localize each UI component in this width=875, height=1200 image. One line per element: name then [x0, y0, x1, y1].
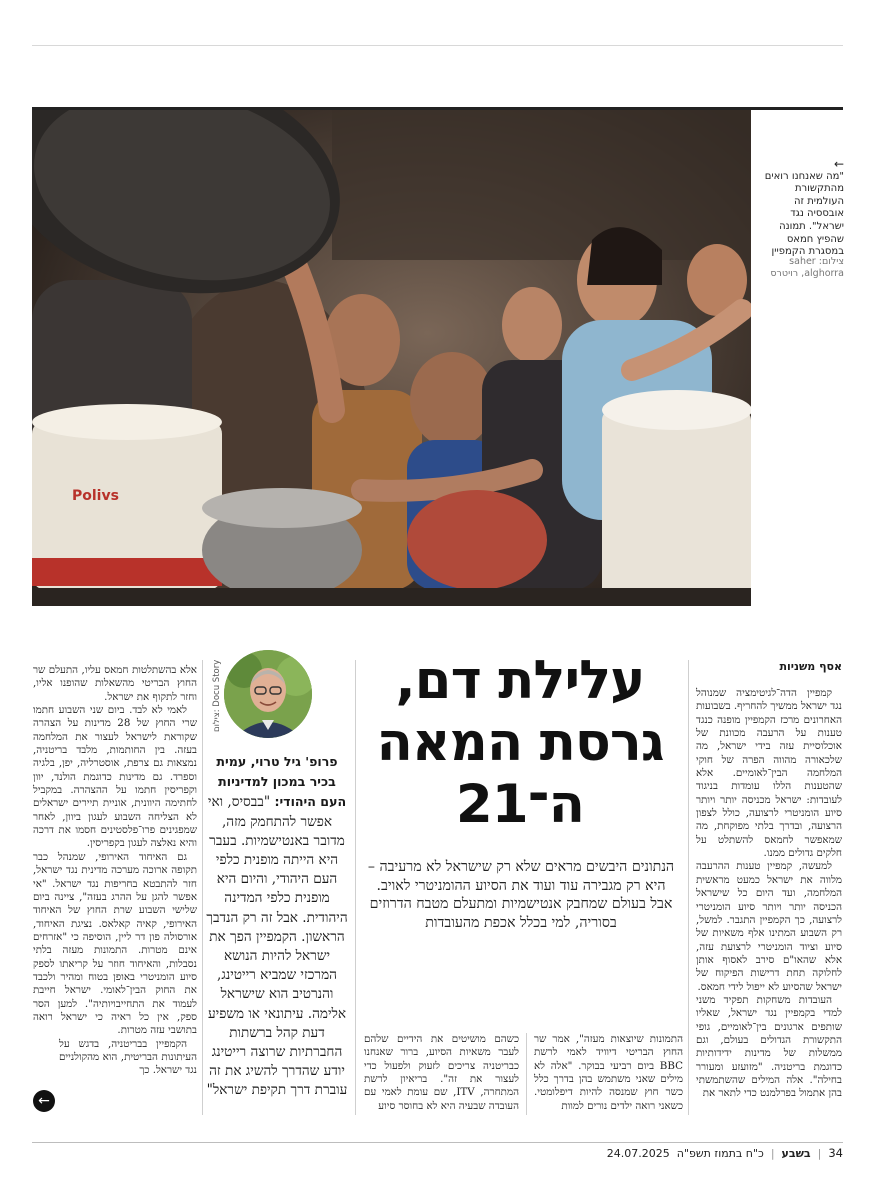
paragraph: גם האיחוד האירופי, שמנהל כבר תקופה ארוכה מערכה מדינית נגד ישראל, חזר להתבטא בחריפות נגד ישראל. "אי אפשר להגן על ההרג בעזה", ציינה ביום שלישי השבוע שרת החוץ של האיחוד האירופי, קאיה קאלאס. נציגת האיחוד, אורסולה פון דר ליין, הוסיפה כי "אזרחים אינם מטרות. התמונות מעזה בלתי נסבלות, והאיחוד חוזר על קריאתו לספק סיוע הומניטרי באופן בטוח ומהיר ולכבד את החוק הבין־לאומי. ישראל חייבת לעמוד את התחייבויותיה". למען הסר ספק, אין כל ראיה כי ישראל רואה בתושבי עזה מטרות.: [33, 850, 197, 1037]
bucket-label: Polivs: [72, 488, 119, 504]
headline-line-2: גרסת המאה: [376, 712, 664, 773]
paragraph: העובדות משחקות תפקיד משני למדי בקמפיין נגד ישראל, שאליו שותפים ארגונים בין־לאומיים, גופי התקשורת הגדולים בעולם, וגם ממשלות של מדינות ידידותיות כדוגמת בריטניה. "מזועזע ומעורר בחילה". אלה המילים שהשתמשתי בהן אתמול בפרלמנט כדי לתאר את: [696, 993, 842, 1100]
paragraph: לאמי לא לבד. ביום שני השבוע חתמו שרי החוץ של 28 מדינות על הצהרה שקוראת לישראל לעצור את המלחמה בעזה. בין החותמות, מלבד בריטניה, נמצאות גם צרפת, אוסטרליה, יפן, בלגיה וספרד. גם מדינות כדוגמת הולנד, יוון וקפריסין חתמו על ההצהרה. במקביל לחתימה היוונית, אוניית תיירים ישראלים לא הצליחה השבוע לעגון ביוון, לאחר שמפגינים פרו־פלסטינים חסמו את דרכה והיא נאלצה לעגון בקפריסין.: [33, 704, 197, 850]
portrait-credit: צילום: Docu Story: [212, 659, 222, 732]
body-column-center-right: [534, 1033, 683, 1115]
column-divider: [526, 1033, 527, 1115]
page-footer: [607, 1146, 843, 1160]
paragraph: למעשה, קמפיין טענות ההרעבה מלווה את ישראל כמעט מראשית המלחמה, ועד היום כל שישראל הכניסה יותר ויותר סיוע הומניטרי לרצועה, כך הקמפיין התגבר. למשל, רק השבוע המתינו אלף משאיות של סיוע וציוד הומניטרי לרצועת עזה, אלא שהאו"ם סירב לאסוף אותן לחלוקה תחת דרישות הפיקוח של ישראל שהסיוע לא ייפול לידי חמאס.: [696, 860, 842, 993]
paragraph: התמונות שיוצאות מעזה", אמר שר החוץ הבריטי דיוויד לאמי לרשת BBC ביום רביעי בבוקר. "אלה לא מילים שאני משתמש בהן בדרך כלל כשר חוץ שמנסה להיות דיפלומטי. כשאני רואה ילדים נורים למוות: [534, 1033, 683, 1112]
column-divider: [688, 660, 689, 1115]
quote-author: פרופ' גיל טרוי, עמית בכיר במכון למדיניות העם היהודי:: [216, 754, 347, 810]
article-author: אסף משניות: [779, 660, 842, 673]
photo-caption: [762, 158, 844, 259]
photo-caption-text: "מה שאנחנו רואים מהתקשורת העולמית זה אובססיה נגד ישראל". תמונה שהפיץ חמאס במסגרת הקמפיין: [764, 170, 844, 258]
photo-credit: צילום: saher alghorra, רויטרס: [770, 256, 844, 279]
hebrew-date: כ"ח בתמוז תשפ"ה: [676, 1146, 764, 1160]
bottom-rule: [32, 1142, 843, 1143]
headline-line-1: עלילת דם,: [395, 650, 645, 711]
footer-separator: |: [817, 1146, 822, 1160]
caption-arrow-icon: ←: [833, 157, 844, 171]
issue-date: 24.07.2025: [606, 1146, 670, 1160]
quote-text: "בבסיס, ואי אפשר להתחמק מזה, מדובר באנטישמיות. בעבר היא הייתה מופנית כלפי העם היהודי, והיום היא מופנית כלפי המדינה היהודית. אבל זה רק הנדבך הראשון. הקמפיין הפך את ישראל להיות הנושא המרכזי שמביא רייטינג, והנרטיב הוא שישראל אלימה. עיתונאי או משפיע דעת קהל ברשתות החברתיות שרוצה רייטינג יודע שהדרך להשיג את זה עוברת דרך תקיפת ישראל": [206, 794, 348, 1099]
body-column-left: [33, 664, 197, 1117]
portrait-illustration: [224, 650, 312, 738]
subheadline: הנתונים היבשים מראים שלא רק שישראל לא מרעיבה – היא רק מגבירה עוד ועוד את הסיוע ההומניטרי לאויב. אבל בעולם שמחבק אנטישמיות ומתעלם מטבח הדרוזים בסוריה, למי בכלל אכפת מהעובדות: [367, 859, 675, 931]
paragraph: הקמפיין בבריטניה, בדגש על העיתונות הבריטית, הוא מהקולניים נגד ישראל. כך: [59, 1037, 197, 1077]
paragraph: כשהם מושיטים את הידיים שלהם לעבר משאיות הסיוע, ברור שאנחנו כבריטניה צריכים לזעוק ולפעול כדי לעצור את זה". בריאיון לרשת המתחרה, ITV, שם עומת לאמי עם העובדה שבעיה היא לא בחוסר סיוע: [364, 1033, 519, 1112]
paragraph: אלא בהשתלטות חמאס עליו, התעלם שר החוץ הבריטי מהשאלות שהופנו אליו, וחזר לתקוף את ישראל.: [33, 664, 197, 703]
top-rule: [32, 45, 843, 46]
continue-arrow-icon[interactable]: ←: [33, 1090, 55, 1112]
paragraph: קמפיין הדה־לגיטימציה שמנוהל נגד ישראל ממשיך להחריף. בשבועות האחרונים מרכז הקמפיין מופנה כנגד טענות על הרעבה מכוונת של אוכלוסיית עזה בידי ישראל, מה שלכאורה מהווה הפרה של חוקי המלחמה הבין־לאומיים. אלא שהטענות הללו עומדות בניגוד לעובדות: ישראל מכניסה יותר ויותר סיוע הומניטרי לרצועה, כולל לצפון הרצועה, ובדרך בלתי מפוקחת, מה שמאפשר לחמאס להשתלט על חלקים גדולים ממנו.: [696, 687, 842, 860]
column-divider: [355, 660, 356, 1115]
footer-separator: |: [770, 1146, 775, 1160]
main-photo: [32, 110, 751, 606]
pull-quote: [206, 752, 348, 1101]
body-column-center-left: [364, 1033, 519, 1115]
magazine-name: בשבע: [781, 1146, 811, 1160]
photo-illustration: [32, 110, 751, 606]
headline-line-3: ה־21: [455, 774, 585, 835]
portrait-photo: [224, 650, 312, 738]
headline: [362, 650, 678, 836]
column-divider: [202, 660, 203, 1115]
page-number: 34: [828, 1146, 843, 1160]
body-column-right: [696, 687, 842, 1115]
